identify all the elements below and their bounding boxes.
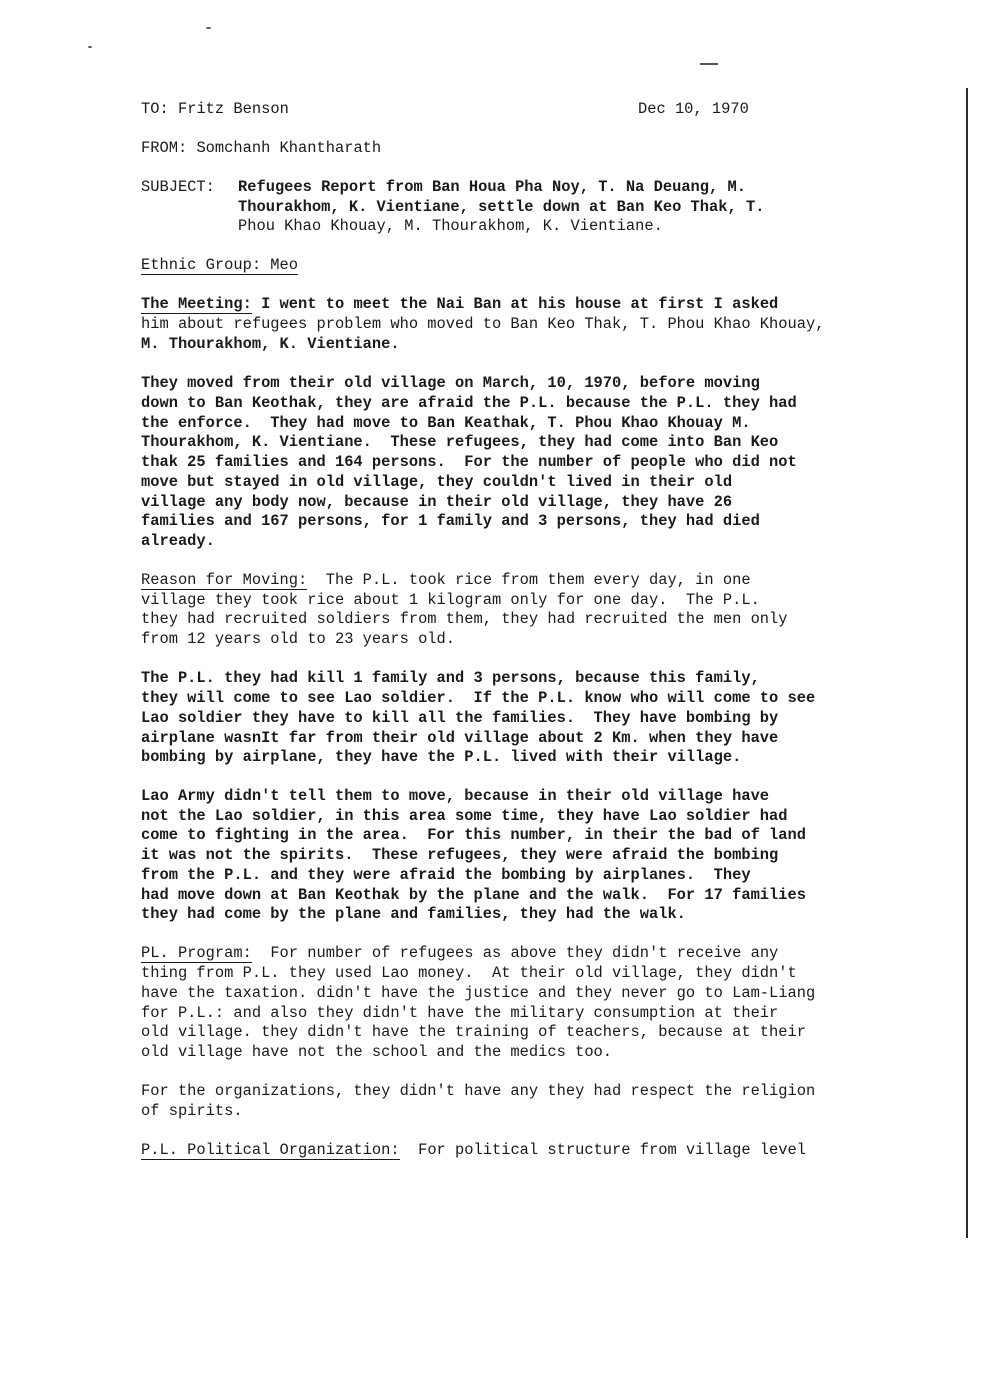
scan-speck: [700, 63, 718, 65]
right-margin-rule: [966, 88, 968, 1238]
kill-line: bombing by airplane, they have the P.L. lived with their village.: [141, 748, 742, 766]
scan-speck: [206, 27, 211, 29]
moved-line: already.: [141, 532, 215, 550]
meeting-heading: The Meeting:: [141, 295, 252, 313]
kill-line: they will come to see Lao soldier. If the P.L. know who will come to see: [141, 689, 816, 707]
reason-line: they had recruited soldiers from them, they had recruited the men only: [141, 610, 788, 628]
subject-label: SUBJECT:: [141, 178, 215, 196]
moved-line: thak 25 families and 164 persons. For the number of people who did not: [141, 453, 797, 471]
meeting-line: him about refugees problem who moved to Ban Keo Thak, T. Phou Khao Khouay,: [141, 315, 825, 333]
subject-line: Thourakhom, K. Vientiane, settle down at Ban Keo Thak, T.: [238, 198, 765, 216]
army-line: they had come by the plane and families, they had the walk.: [141, 905, 686, 923]
army-line: it was not the spirits. These refugees, they were afraid the bombing: [141, 846, 779, 864]
army-line: come to fighting in the area. For this number, in their the bad of land: [141, 826, 806, 844]
subject-line: Phou Khao Khouay, M. Thourakhom, K. Vientiane.: [238, 217, 663, 235]
scan-speck: [88, 46, 92, 48]
meeting-first-line: The Meeting: I went to meet the Nai Ban at his house at first I asked: [141, 295, 779, 313]
moved-line: move but stayed in old village, they couldn't lived in their old: [141, 473, 733, 491]
organizations-line: of spirits.: [141, 1102, 243, 1120]
program-line: old village have not the school and the medics too.: [141, 1043, 613, 1061]
program-line: for P.L.: and also they didn't have the military consumption at their: [141, 1004, 779, 1022]
army-line: from the P.L. and they were afraid the bombing by airplanes. They: [141, 866, 751, 884]
moved-line: the enforce. They had move to Ban Keathak, T. Phou Khao Khouay M.: [141, 414, 751, 432]
from-name: Somchanh Khantharath: [196, 139, 382, 157]
moved-line: village any body now, because in their old village, they have 26: [141, 493, 733, 511]
reason-line: village they took rice about 1 kilogram only for one day. The P.L.: [141, 591, 760, 609]
program-line: have the taxation. didn't have the justice and they never go to Lam-Liang: [141, 984, 816, 1002]
meeting-line: M. Thourakhom, K. Vientiane.: [141, 335, 400, 353]
army-line: Lao Army didn't tell them to move, because in their old village have: [141, 787, 770, 805]
reason-first-line: Reason for Moving: The P.L. took rice from them every day, in one: [141, 571, 751, 589]
army-line: not the Lao soldier, in this area some time, they have Lao soldier had: [141, 807, 788, 825]
political-heading: P.L. Political Organization:: [141, 1141, 400, 1159]
organizations-line: For the organizations, they didn't have any they had respect the religion: [141, 1082, 816, 1100]
subject-line: Refugees Report from Ban Houa Pha Noy, T. Na Deuang, M.: [238, 178, 746, 196]
to-label: TO:: [141, 100, 169, 118]
to-line: [141, 100, 289, 120]
memo-date: Dec 10, 1970: [638, 100, 749, 118]
program-line: old village. they didn't have the training of teachers, because at their: [141, 1023, 806, 1041]
army-line: had move down at Ban Keothak by the plane and the walk. For 17 families: [141, 886, 806, 904]
program-heading: PL. Program:: [141, 944, 252, 962]
kill-line: airplane wasnIt far from their old village about 2 Km. when they have: [141, 729, 779, 747]
program-line: thing from P.L. they used Lao money. At their old village, they didn't: [141, 964, 797, 982]
ethnic-group-heading: Ethnic Group: Meo: [141, 256, 299, 274]
political-first-line: P.L. Political Organization: For political structure from village level: [141, 1141, 806, 1159]
to-name: Fritz Benson: [177, 100, 289, 118]
moved-line: families and 167 persons, for 1 family and 3 persons, they had died: [141, 512, 760, 530]
moved-line: down to Ban Keothak, they are afraid the P.L. because the P.L. they had: [141, 394, 797, 412]
moved-line: They moved from their old village on March, 10, 1970, before moving: [141, 374, 760, 392]
moved-line: Thourakhom, K. Vientiane. These refugees, they had come into Ban Keo: [141, 433, 779, 451]
from-line: [141, 139, 381, 159]
program-first-line: PL. Program: For number of refugees as above they didn't receive any: [141, 944, 779, 962]
from-label: FROM:: [141, 139, 188, 157]
reason-heading: Reason for Moving:: [141, 571, 308, 589]
kill-line: The P.L. they had kill 1 family and 3 persons, because this family,: [141, 669, 760, 687]
kill-line: Lao soldier they have to kill all the families. They have bombing by: [141, 709, 779, 727]
reason-line: from 12 years old to 23 years old.: [141, 630, 456, 648]
